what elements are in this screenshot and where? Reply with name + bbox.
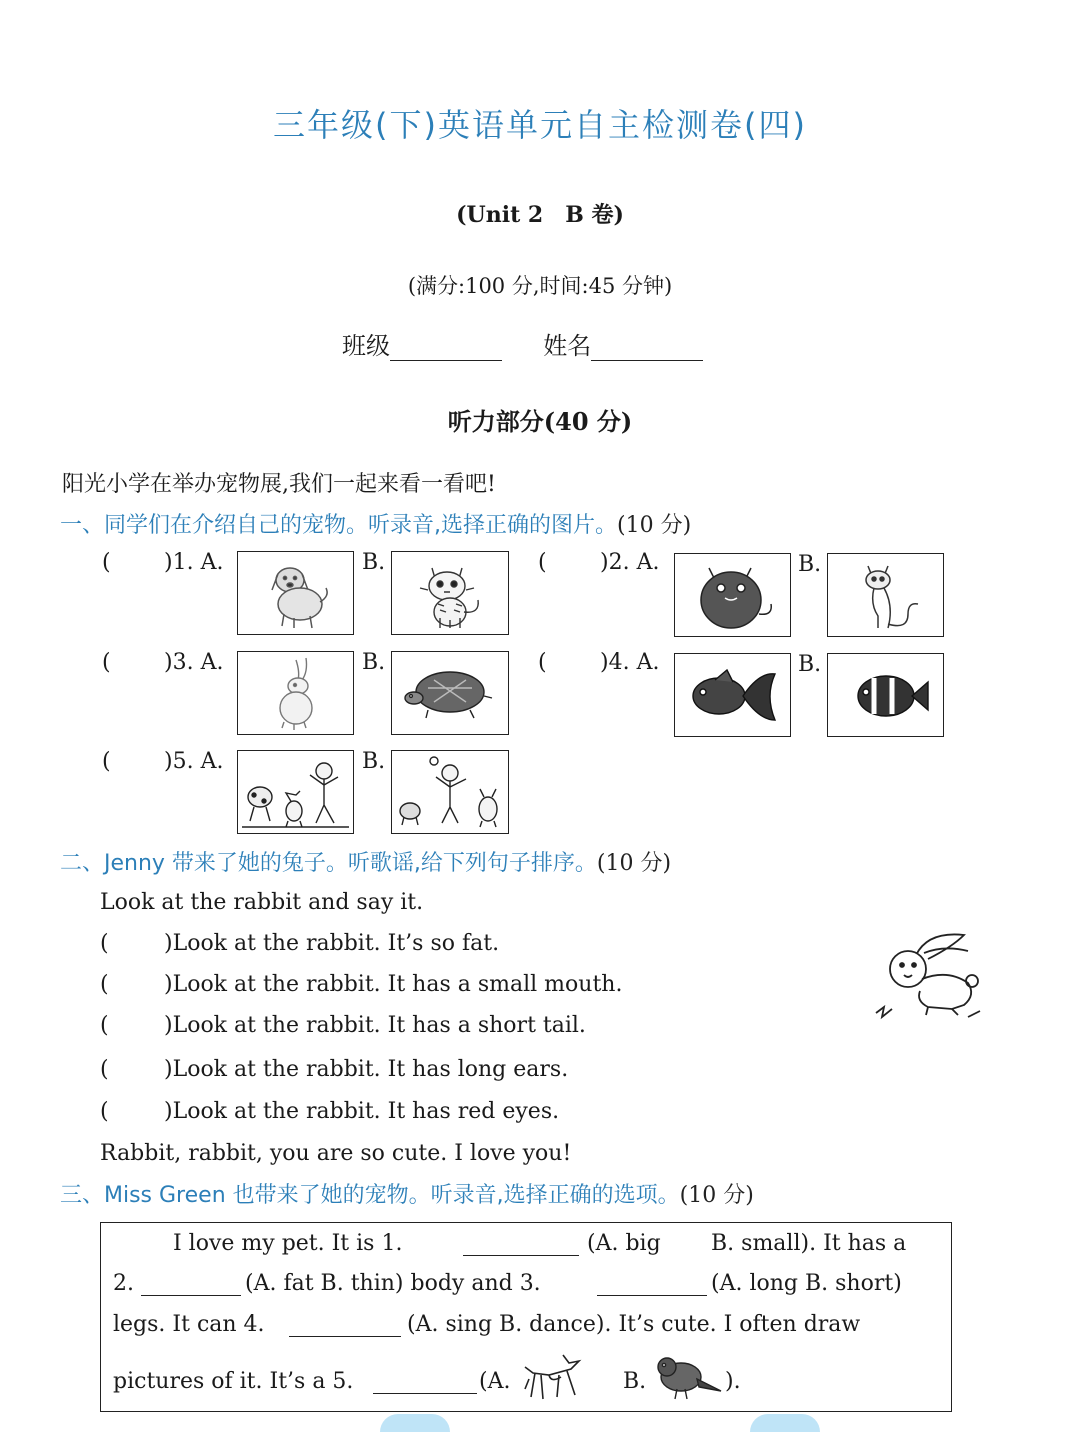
decorative-cloud [380, 1414, 450, 1432]
q3-open-paren: ( [102, 650, 111, 675]
option-a-dog-image[interactable] [519, 1349, 589, 1405]
chant-item[interactable]: ( )Look at the rabbit. It’s so fat. [100, 931, 500, 956]
rabbit-illustration [868, 925, 986, 1025]
q1-option-b-kitten[interactable] [391, 551, 509, 635]
page-title: 三年级(下)英语单元自主检测卷(四) [273, 106, 807, 144]
q2-open-paren: ( [538, 550, 547, 575]
blank-2[interactable] [141, 1273, 241, 1296]
section2-title: 二、Jenny 带来了她的兔子。听歌谣,给下列句子排序。(10 分) [60, 851, 672, 876]
chant-item[interactable]: ( )Look at the rabbit. It has a short tail. [100, 1013, 586, 1038]
q1-number: )1. A. [164, 550, 224, 575]
decorative-cloud [750, 1414, 820, 1432]
q4-b-label: B. [798, 652, 822, 677]
listening-intro: 阳光小学在举办宠物展,我们一起来看一看吧! [62, 472, 496, 497]
q5-open-paren: ( [102, 749, 111, 774]
q4-open-paren: ( [538, 650, 547, 675]
class-field[interactable] [390, 336, 502, 361]
q1-option-a-dog[interactable] [237, 551, 354, 635]
q1-b-label: B. [362, 550, 386, 575]
cloze-passage-box: I love my pet. It is 1. (A. big B. small). It has a 2. (A. fat B. thin) body and 3. (A. long B. short) legs. It can 4. (A. sing B. dance). It’s cute. I often draw pictures of it. It’s a 5. (A. B. ). [100, 1222, 952, 1412]
q5-number: )5. A. [164, 749, 224, 774]
q2-number: )2. A. [600, 550, 660, 575]
option-b-bird-image[interactable] [653, 1351, 725, 1403]
score-info: (满分:100 分,时间:45 分钟) [407, 274, 673, 298]
q3-number: )3. A. [164, 650, 224, 675]
blank-3[interactable] [597, 1273, 707, 1296]
q5-option-a-dancing[interactable] [237, 750, 354, 834]
q5-b-label: B. [362, 749, 386, 774]
blank-4[interactable] [289, 1314, 401, 1337]
q4-option-a-goldfish[interactable] [674, 653, 791, 737]
name-label: 姓名 [543, 332, 592, 360]
q2-b-label: B. [798, 552, 822, 577]
chant-item[interactable]: ( )Look at the rabbit. It has a small mouth. [100, 972, 623, 997]
q4-option-b-clownfish[interactable] [827, 653, 944, 737]
unit-subtitle: (Unit 2 B 卷) [456, 202, 624, 228]
q2-option-a-fat-cat[interactable] [674, 553, 791, 637]
name-field[interactable] [591, 336, 703, 361]
class-label: 班级 [342, 332, 390, 360]
q3-option-b-turtle[interactable] [391, 651, 509, 735]
q4-number: )4. A. [600, 650, 660, 675]
q5-option-b-ball[interactable] [391, 750, 509, 834]
q1-open-paren: ( [102, 550, 111, 575]
section1-title: 一、同学们在介绍自己的宠物。听录音,选择正确的图片。(10 分) [60, 513, 692, 538]
q3-option-a-rabbit[interactable] [237, 651, 354, 735]
chant-item[interactable]: ( )Look at the rabbit. It has long ears. [100, 1057, 569, 1082]
blank-1[interactable] [463, 1233, 579, 1256]
blank-5[interactable] [373, 1371, 477, 1394]
q3-b-label: B. [362, 650, 386, 675]
chant-last-line: Rabbit, rabbit, you are so cute. I love you! [100, 1141, 572, 1166]
q2-option-b-thin-cat[interactable] [827, 553, 944, 637]
listening-heading: 听力部分(40 分) [447, 407, 633, 436]
section3-title: 三、Miss Green 也带来了她的宠物。听录音,选择正确的选项。(10 分) [60, 1183, 754, 1208]
name-row [342, 326, 703, 361]
chant-item[interactable]: ( )Look at the rabbit. It has red eyes. [100, 1099, 560, 1124]
chant-first-line: Look at the rabbit and say it. [100, 890, 424, 915]
